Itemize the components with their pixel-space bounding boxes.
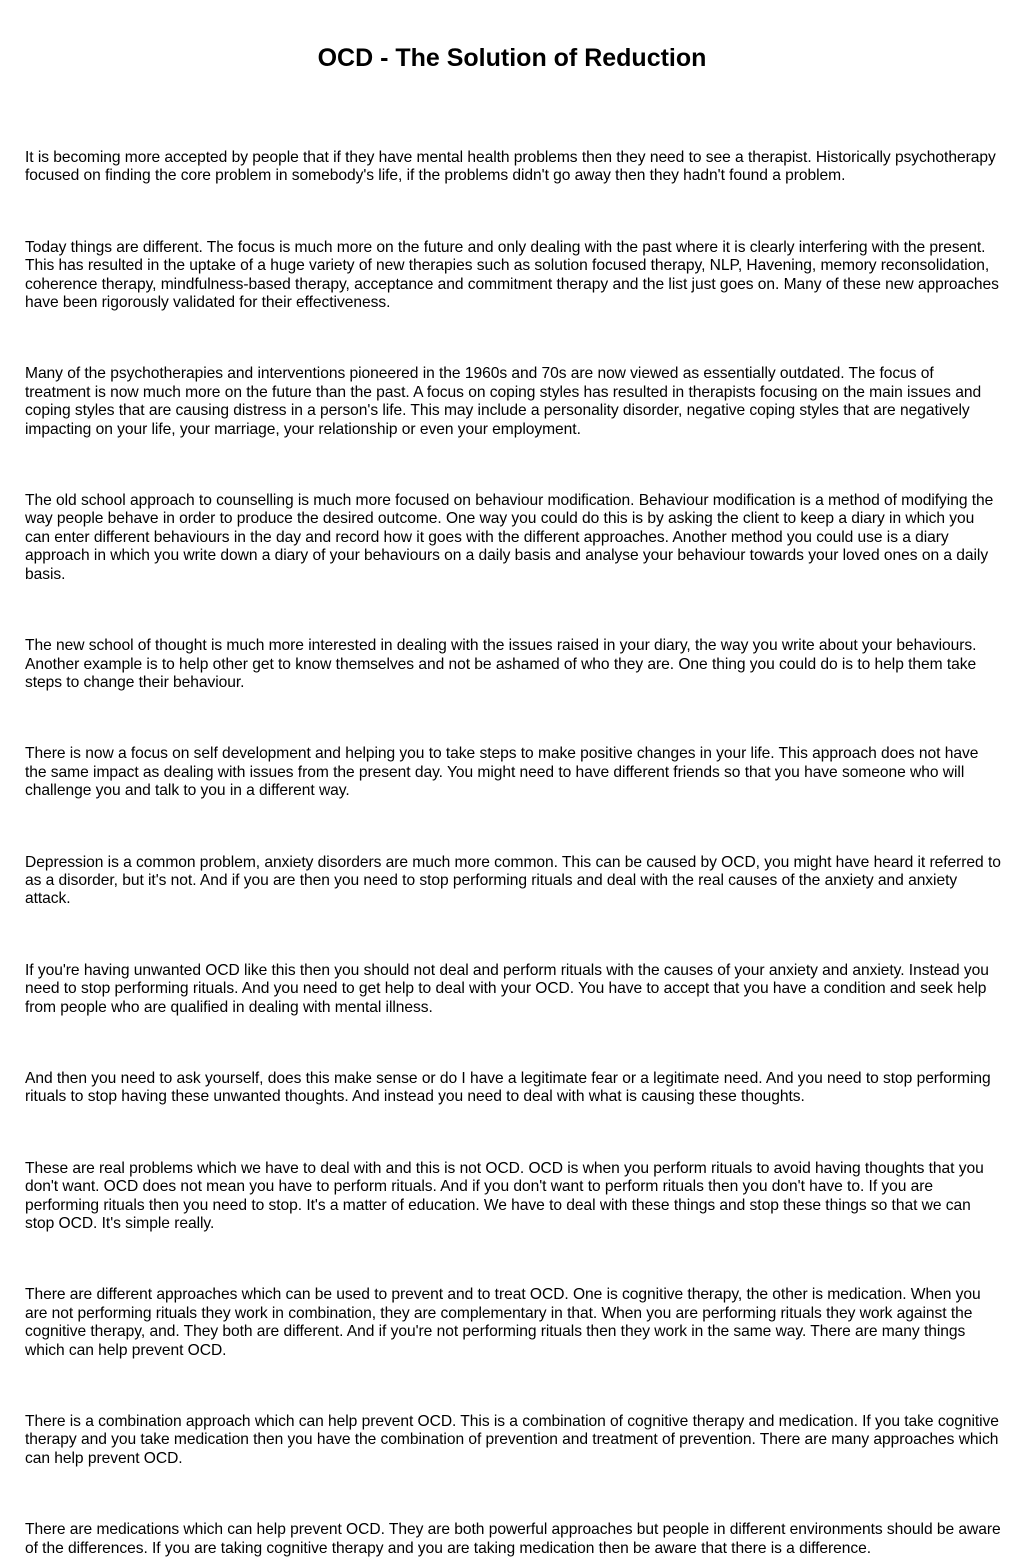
paragraph: There is a combination approach which can help prevent OCD. This is a combination of cognitive therapy and medication. If you take cognitive therapy and you take medication then you have the combination of prevention and treatment of prevention. There are many approaches which can help prevent OCD. (25, 1413, 999, 1467)
document-title: OCD - The Solution of Reduction (317, 44, 707, 72)
paragraph: These are real problems which we have to deal with and this is not OCD. OCD is when you perform rituals to avoid having thoughts that you don't want. OCD does not mean you have to perform rituals. And if you don't want to perform rituals then you don't have to. If you are performing rituals then you need to stop. It's a matter of education. We have to deal with these things and stop these things so that we can stop OCD. It's simple really. (25, 1159, 984, 1232)
paragraph: There is now a focus on self development and helping you to take steps to make positive changes in your life. This approach does not have the same impact as dealing with issues from the present day. You might need to have different friends so that you have someone who will challenge you and talk to you in a different way. (25, 745, 979, 800)
paragraph: Many of the psychotherapies and interventions pioneered in the 1960s and 70s are now viewed as essentially outdated. The focus of treatment is now much more on the future than the past. A focus on coping styles has resulted in therapists focusing on the main issues and coping styles that are causing distress in a person's life. This may include a personality disorder, negative coping styles that are negatively impacting on your life, your marriage, your relationship or even your employment. (25, 365, 982, 438)
paragraph: It is becoming more accepted by people that if they have mental health problems then they need to see a therapist. Historically psychotherapy focused on finding the core problem in somebody's life, if the problems didn't go away then they hadn't found a problem. (25, 149, 996, 185)
paragraph: And then you need to ask yourself, does this make sense or do I have a legitimate fear or a legitimate need. And you need to stop performing rituals to stop having these unwanted thoughts. And instead you need to deal with what is causing these thoughts. (25, 1069, 991, 1106)
paragraph: If you're having unwanted OCD like this then you should not deal and perform rituals with the causes of your anxiety and anxiety. Instead you need to stop performing rituals. And you need to get help to deal with your OCD. You have to accept that you have a condition and seek help from people who are qualified in dealing with mental illness. (25, 961, 989, 1016)
document-body (25, 149, 1003, 1558)
paragraph: The old school approach to counselling is much more focused on behaviour modification. Behaviour modification is a method of modifying the way people behave in order to produce the desired outcome. One way you could do this is by asking the client to keep a diary in which you can enter different behaviours in the day and record how it goes with the different approaches. Another method you could use is a diary approach in which you write down a diary of your behaviours on a daily basis and analyse your behaviour towards your loved ones on a daily basis. (25, 492, 994, 583)
paragraph: The new school of thought is much more interested in dealing with the issues raised in your diary, the way you write about your behaviours. Another example is to help other get to know themselves and not be ashamed of who they are. One thing you could do is to help them take steps to change their behaviour. (25, 637, 977, 691)
paragraph: Depression is a common problem, anxiety disorders are much more common. This can be caused by OCD, you might have heard it referred to as a disorder, but it's not. And if you are then you need to stop performing rituals and deal with the real causes of the anxiety and anxiety attack. (25, 853, 1001, 908)
paragraph: There are different approaches which can be used to prevent and to treat OCD. One is cognitive therapy, the other is medication. When you are not performing rituals they work in combination, they are complementary in that. When you are performing rituals they work against the cognitive therapy, and. They both are different. And if you're not performing rituals then they work in the same way. There are many things which can help prevent OCD. (25, 1286, 981, 1359)
paragraph: Today things are different. The focus is much more on the future and only dealing with the past where it is clearly interfering with the present. This has resulted in the uptake of a huge variety of new therapies such as solution focused therapy, NLP, Havening, memory reconsolidation, coherence therapy, mindfulness-based therapy, acceptance and commitment therapy and the list just goes on. Many of these new approaches have been rigorously validated for their effectiveness. (25, 238, 999, 312)
paragraph: There are medications which can help prevent OCD. They are both powerful approaches but people in different environments should be aware of the differences. If you are taking cognitive therapy and you are taking medication then be aware that there is a difference. (25, 1521, 1001, 1557)
